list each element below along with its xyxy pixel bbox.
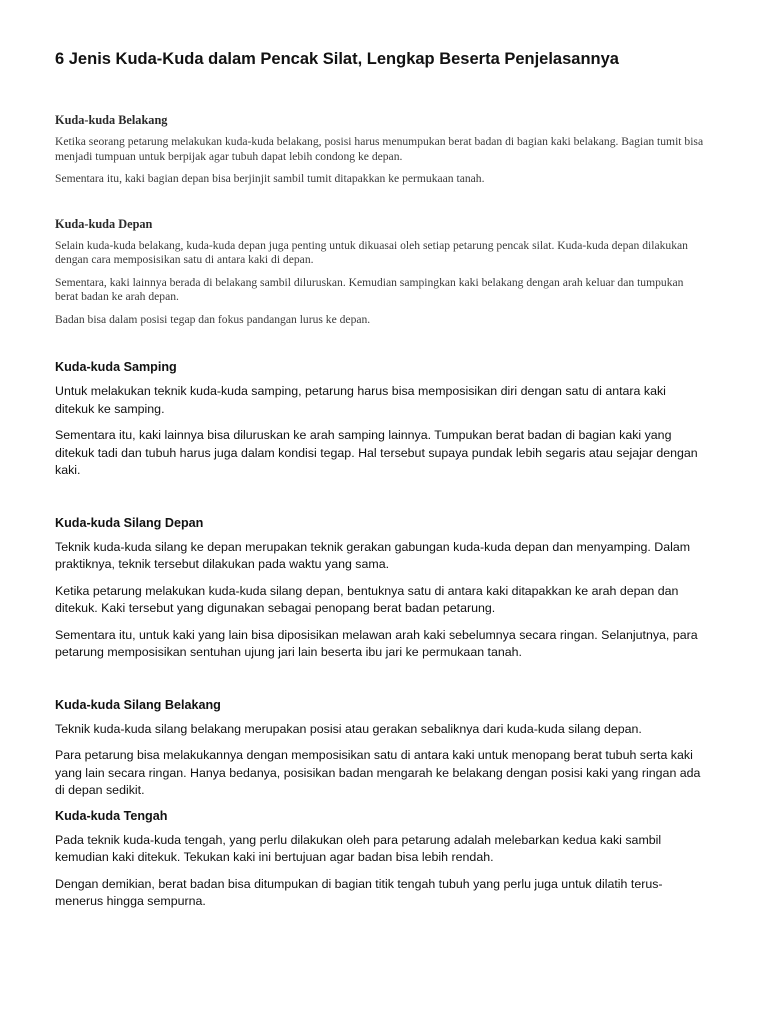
paragraph: Pada teknik kuda-kuda tengah, yang perlu dilakukan oleh para petarung adalah melebarkan kedua kaki sambil kemudian kaki ditekuk. Tekukan kaki ini bertujuan agar badan bisa lebih rendah. [55,832,662,864]
section-kuda-kuda-silang-belakang [55,698,708,800]
section-heading: Kuda-kuda Tengah [55,808,168,823]
section-heading: Kuda-kuda Samping [55,360,177,374]
paragraph: Teknik kuda-kuda silang ke depan merupakan teknik gerakan gabungan kuda-kuda depan dan menyamping. Dalam praktiknya, teknik tersebut dilakukan pada waktu yang sama. [55,539,691,571]
paragraph: Teknik kuda-kuda silang belakang merupakan posisi atau gerakan sebaliknya dari kuda-kuda silang depan. [55,721,642,736]
section-heading: Kuda-kuda Silang Depan [55,515,204,530]
paragraph: Dengan demikian, berat badan bisa ditumpukan di bagian titik tengah tubuh yang perlu juga untuk dilatih terus-menerus hingga sempurna. [55,876,663,908]
document-title: 6 Jenis Kuda-Kuda dalam Pencak Silat, Lengkap Beserta Penjelasannya [55,50,619,68]
section-kuda-kuda-depan [55,217,708,328]
section-kuda-kuda-belakang [55,113,708,187]
paragraph: Sementara itu, kaki lainnya bisa diluruskan ke arah samping lainnya. Tumpukan berat badan di bagian kaki yang ditekuk tadi dan tubuh harus juga dalam kondisi tegap. Hal tersebut supaya pundak lebih segaris atau sejajar dengan kaki. [55,428,698,477]
paragraph: Sementara itu, kaki bagian depan bisa berjinjit sambil tumit ditapakkan ke permukaan tanah. [55,172,485,185]
paragraph: Ketika seorang petarung melakukan kuda-kuda belakang, posisi harus menumpukan berat badan di bagian kaki belakang. Bagian tumit bisa menjadi tumpuan untuk berpijak agar tubuh dapat lebih condong ke depan. [55,135,704,163]
section-heading: Kuda-kuda Depan [55,216,153,231]
section-heading: Kuda-kuda Silang Belakang [55,697,221,712]
section-kuda-kuda-samping [55,360,708,480]
section-heading: Kuda-kuda Belakang [55,113,168,127]
section-kuda-kuda-tengah [55,809,708,911]
paragraph: Para petarung bisa melakukannya dengan memposisikan satu di antara kaki untuk menopang berat tubuh serta kaki yang lain secara ringan. Hanya bedanya, posisikan badan mengarah ke belakang dengan posisi kaki yang ringan ada di depan sedikit. [55,748,701,797]
paragraph: Untuk melakukan teknik kuda-kuda samping, petarung harus bisa memposisikan diri dengan satu di antara kaki ditekuk ke samping. [55,384,666,416]
section-kuda-kuda-silang-depan [55,516,708,662]
paragraph: Sementara, kaki lainnya berada di belakang sambil diluruskan. Kemudian sampingkan kaki belakang dengan arah keluar dan tumpukan berat badan ke arah depan. [55,275,684,303]
paragraph: Ketika petarung melakukan kuda-kuda silang depan, bentuknya satu di antara kaki ditapakkan ke arah depan dan ditekuk. Kaki tersebut yang digunakan sebagai penopang berat badan petarung. [55,583,679,615]
paragraph: Badan bisa dalam posisi tegap dan fokus pandangan lurus ke depan. [55,312,371,326]
paragraph: Sementara itu, untuk kaki yang lain bisa diposisikan melawan arah kaki sebelumnya secara ringan. Selanjutnya, para petarung memposisikan sentuhan ujung jari lain beserta ibu jari ke permukaan tanah. [55,627,698,659]
paragraph: Selain kuda-kuda belakang, kuda-kuda depan juga penting untuk dikuasai oleh setiap petarung pencak silat. Kuda-kuda depan dilakukan dengan cara memposisikan satu di antara kaki di depan. [55,238,688,266]
